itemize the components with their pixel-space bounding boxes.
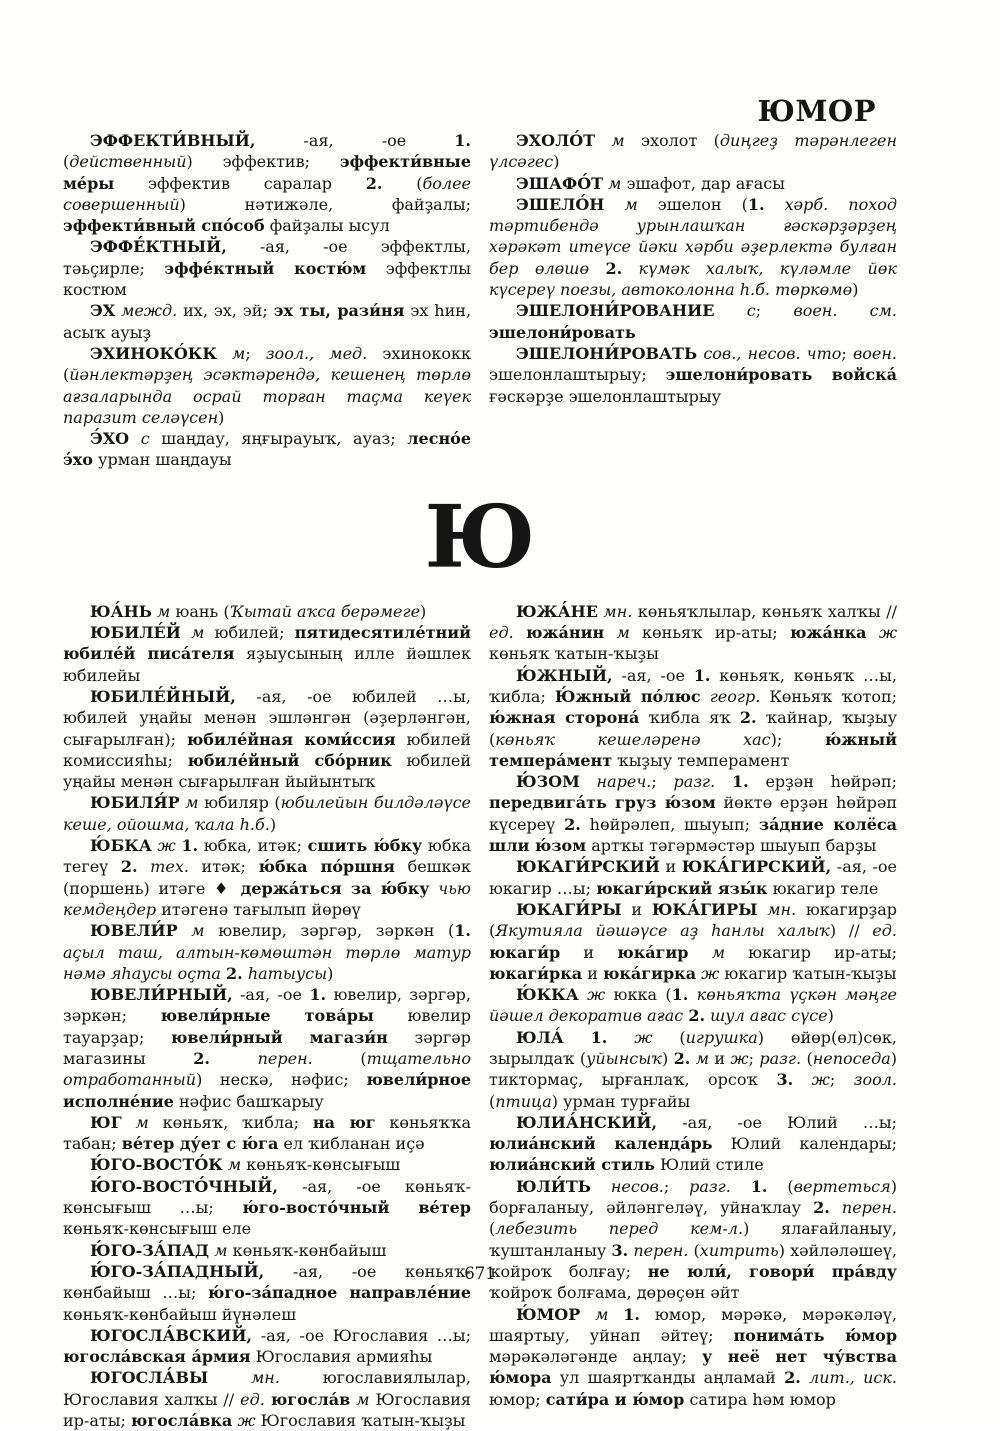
dictionary-entry: ЮЖА́НЕ мн. көньяҡлылар, көньяҡ халҡы // ед. южа́нин м көньяҡ ир-аты; южа́нка ж көньяҡ ҡатын-ҡыҙы xyxy=(489,601,897,664)
dictionary-entry: ЮА́НЬ м юань (Ҡытай аҡса берәмеге) xyxy=(90,601,427,621)
dictionary-entry: ЮГ м көньяҡ, ҡибла; на юг көньяҡҡа табан; ве́тер ду́ет с ю́га ел ҡибланан иҫә xyxy=(63,1112,471,1154)
dictionary-entry: ЮКАГИ́РСКИЙ и ЮКА́ГИРСКИЙ, -ая, -ое юкагир …ы; юкаги́рский язы́к юкагир теле xyxy=(489,857,897,898)
section-letter-heading: Ю xyxy=(424,486,536,588)
dictionary-entry: ЭХИНОКО́КК м; зоол., мед. эхинококк (йәнлектәрҙең эсәктәрендә, кешенең төрлө ағзаларында осрай торған таҫма кеүек паразит селәүсен) xyxy=(63,343,471,427)
dictionary-entry: ЮЛА́ 1. ж (игрушка) өйөр(өл)сөк, зырылдаҡ (уйынсыҡ) 2. м и ж; разг. (непоседа) тиктормаҫ, ырғанлаҡ, орсоҡ 3. ж; зоол. (птица) урман турғайы xyxy=(489,1027,898,1111)
letter-left-column xyxy=(63,601,471,1431)
dictionary-entry: Ю́ЗОМ нареч.; разг. 1. ерҙән һөйрәп; передвига́ть груз ю́зом йөктө ерҙән һөйрәп күсереү 2. һөйрәлеп, шыуып; за́дние колёса шли ю́зом артҡы тәгәрмәстәр шыуып барҙы xyxy=(489,772,897,856)
letter-right-column xyxy=(489,601,897,1431)
dictionary-entry: Э́ХО с шаңдау, яңғырауыҡ, ауаз; лесно́е э́хо урман шаңдауы xyxy=(63,429,471,470)
dictionary-entry: Ю́ККА ж юкка (1. көньяҡта үҫкән мәңге йәшел декоратив ағас 2. шул ағас сүсе) xyxy=(489,985,897,1026)
dictionary-entry: ЮБИЛЕ́Й м юбилей; пятидесятиле́тний юбиле́й писа́теля яҙыусының илле йәшлек юбилейы xyxy=(63,623,471,685)
dictionary-entry: ЮБИЛЯ́Р м юбиляр (юбилейын билдәләүсе кеше, ойошма, ҡала һ.б.) xyxy=(63,793,471,834)
dictionary-entry: Ю́БКА ж 1. юбка, итәк; сшить ю́бку юбка тегеү 2. тех. итәк; ю́бка по́ршня бешкәк (поршень) итәге ♦ держа́ться за ю́бку чью кемдеңдер итәгенә тағылып йөрөү xyxy=(63,836,472,919)
dictionary-entry: ЭШЕЛО́Н м эшелон (1. хәрб. поход тәртибендә урынлашҡан ғәскәрҙәрҙең хәрәкәт итеүсе йәки хәрби әҙерлектә булған бер өлөшө 2. күмәк халыҡ, күләмле йөк күсереү поезы, автоколонна һ.б. төркөмө) xyxy=(489,194,898,300)
top-right-column xyxy=(489,130,897,471)
dictionary-entry: Ю́ГО-ВОСТО́К м көньяҡ-көнсығыш xyxy=(90,1155,401,1175)
dictionary-entry: ЮЛИА́НСКИЙ, -ая, -ое Юлий …ы; юлиа́нский календа́рь Юлий календары; юлиа́нский стиль Юлий стиле xyxy=(489,1112,897,1175)
dictionary-entry: Ю́ЖНЫЙ, -ая, -ое 1. көньяҡ, көньяҡ …ы, ҡибла; Ю́жный по́люс геогр. Көньяҡ ҡотоп; ю́жная сторона́ ҡибла яҡ 2. ҡайнар, ҡыҙыу (көньяҡ кешеләренә хас); ю́жный темпера́мент ҡыҙыу темперамент xyxy=(489,665,898,770)
dictionary-entry: Ю́ГО-ЗА́ПАДНЫЙ, -ая, -ое көньяҡ-көнбайыш …ы; ю́го-за́падное направле́ние көньяҡ-көнбайыш йүнәлеш xyxy=(63,1261,471,1324)
dictionary-entry: ЭФФЕКТИ́ВНЫЙ, -ая, -ое 1. (действенный) эффектив; эффекти́вные ме́ры эффектив саралар 2. (более совершенный) нәтижәле, файҙалы; эффекти́вный спо́соб файҙалы ысул xyxy=(63,131,472,236)
dictionary-entry: ЮГОСЛА́ВЫ мн. югославиялылар, Югославия халҡы // ед. югосла́в м Югославия ир-аты; югосла́вка ж Югославия ҡатын-ҡыҙы xyxy=(63,1368,472,1431)
dictionary-entry: ЭШЕЛОНИ́РОВАТЬ сов., несов. что; воен. эшелонлаштырыу; эшелони́ровать войска́ ғәскәрҙе эшелонлаштырыу xyxy=(489,343,898,406)
dictionary-entry: ЭФФЕ́КТНЫЙ, -ая, -ое эффектлы, тәьҫирле; эффе́ктный костю́м эффектлы костюм xyxy=(63,237,472,300)
dictionary-entry: ЮБИЛЕ́ЙНЫЙ, -ая, -ое юбилей …ы, юбилей уңайы менән эшләнгән (әҙерләнгән, сығарылған); юбиле́йная коми́ссия юбилей комиссияһы; юбиле́йный сбо́рник юбилей уңайы менән сығарылған йыйынтыҡ xyxy=(63,686,472,792)
dictionary-entry: ЮЛИ́ТЬ несов.; разг. 1. (вертеться) борғаланыу, әйләнгеләү, уйнаҡлау 2. перен. (лебезить перед кем-л.) ялағайланыу, ҡуштанланыу 3. перен. (хитрить) хәйләләшеү, ҡойроҡ болғау; не юли́, говори́ пра́вду ҡойроҡ болғама, дөрөҫөн әйт xyxy=(489,1176,897,1303)
dictionary-entry: ЮКАГИ́РЫ и ЮКА́ГИРЫ мн. юкагирҙар (Якутияла йәшәүсе аҙ һанлы халыҡ) // ед. юкаги́р и юка́гир м юкагир ир-аты; юкаги́рка и юка́гирка ж юкагир ҡатын-ҡыҙы xyxy=(489,899,897,983)
dictionary-entry: ЭШАФО́Т м эшафот, дар ағасы xyxy=(516,173,785,193)
dictionary-entry: Ю́МОР м 1. юмор, мәрәкә, мәрәкәләү, шаяртыу, уйнап әйтеү; понима́ть ю́мор мәрәкәләгәнде аңлау; у неё нет чу́вства ю́мора ул шаяртҡанды аңламай 2. лит., иск. юмор; сати́ра и ю́мор сатира һәм юмор xyxy=(489,1304,898,1409)
dictionary-entry: ЮВЕЛИ́Р м ювелир, зәргәр, зәркән (1. аҫыл таш, алтын-көмөштән төрлө матур нәмә яһаусы оҫта 2. һатыусы) xyxy=(63,921,471,983)
dictionary-entry: Ю́ГО-ЗА́ПАД м көньяҡ-көнбайыш xyxy=(90,1240,387,1260)
top-left-column xyxy=(63,130,471,471)
dictionary-entry: ЭХ межд. их, эх, эй; эх ты, рази́ня эх һин, асыҡ ауыҙ xyxy=(63,301,472,342)
dictionary-entry: Ю́ГО-ВОСТО́ЧНЫЙ, -ая, -ое көньяҡ-көнсығыш …ы; ю́го-восто́чный ве́тер көньяҡ-көнсығыш еле xyxy=(63,1176,471,1239)
dictionary-entry: ЭШЕЛОНИ́РОВАНИЕ с; воен. см. эшелони́ровать xyxy=(489,301,897,342)
dictionary-entry: ЮВЕЛИ́РНЫЙ, -ая, -ое 1. ювелир, зәргәр, зәркән; ювели́рные това́ры ювелир тауарҙар; ювели́рный магази́н зәргәр магазины 2. перен. (тщательно отработанный) нескә, нәфис; ювели́рное исполне́ние нәфис башҡарыу xyxy=(63,985,472,1111)
letter-section xyxy=(63,601,897,1431)
top-section xyxy=(63,130,897,471)
page-number: 671 xyxy=(464,1264,496,1283)
dictionary-entry: ЮГОСЛА́ВСКИЙ, -ая, -ое Югославия …ы; югосла́вская а́рмия Югославия армияһы xyxy=(63,1325,471,1367)
running-head: ЮМОР xyxy=(757,94,876,128)
page-content xyxy=(63,130,897,1431)
dictionary-entry: ЭХОЛО́Т м эхолот (диңгеҙ тәрәнлеген үлсәгес) xyxy=(489,131,897,172)
